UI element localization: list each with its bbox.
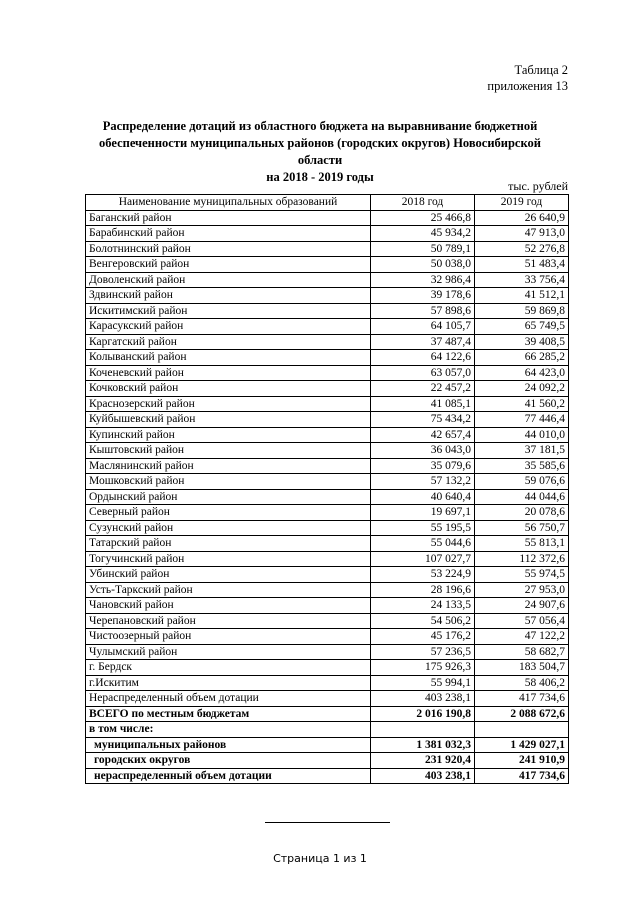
cell-name: Маслянинский район	[86, 458, 371, 474]
table-row	[86, 598, 569, 614]
cell-name: Чулымский район	[86, 644, 371, 660]
cell-2018: 231 920,4	[371, 753, 475, 769]
cell-name: Купинский район	[86, 427, 371, 443]
cell-2018: 55 994,1	[371, 675, 475, 691]
cell-2018: 50 038,0	[371, 257, 475, 273]
cell-name: Нераспределенный объем дотации	[86, 691, 371, 707]
table-row	[86, 567, 569, 583]
subsidy-table	[85, 194, 569, 784]
cell-2019: 66 285,2	[475, 350, 569, 366]
cell-name: Куйбышевский район	[86, 412, 371, 428]
cell-name: г. Бердск	[86, 660, 371, 676]
cell-2019: 41 560,2	[475, 396, 569, 412]
cell-2019: 59 076,6	[475, 474, 569, 490]
table-row	[86, 660, 569, 676]
table-row	[86, 381, 569, 397]
table-row	[86, 691, 569, 707]
cell-2019: 417 734,6	[475, 768, 569, 784]
cell-2018: 37 487,4	[371, 334, 475, 350]
cell-name: Северный район	[86, 505, 371, 521]
cell-2019: 26 640,9	[475, 210, 569, 226]
cell-2018: 45 176,2	[371, 629, 475, 645]
table-row	[86, 272, 569, 288]
cell-name: в том числе:	[86, 722, 371, 738]
cell-name: Каргатский район	[86, 334, 371, 350]
cell-2019: 44 044,6	[475, 489, 569, 505]
table-row	[86, 365, 569, 381]
cell-2018: 54 506,2	[371, 613, 475, 629]
table-row	[86, 520, 569, 536]
cell-2018: 22 457,2	[371, 381, 475, 397]
breakdown-row	[86, 768, 569, 784]
cell-name: Искитимский район	[86, 303, 371, 319]
table-row	[86, 613, 569, 629]
cell-2019: 59 869,8	[475, 303, 569, 319]
appendix-table-number: Таблица 2	[514, 63, 568, 77]
cell-2019: 58 406,2	[475, 675, 569, 691]
cell-2019: 24 092,2	[475, 381, 569, 397]
cell-2018: 403 238,1	[371, 768, 475, 784]
header-2018: 2018 год	[371, 195, 475, 211]
cell-2019: 52 276,8	[475, 241, 569, 257]
cell-2019: 183 504,7	[475, 660, 569, 676]
cell-2019: 33 756,4	[475, 272, 569, 288]
cell-2019: 1 429 027,1	[475, 737, 569, 753]
cell-2019: 2 088 672,6	[475, 706, 569, 722]
cell-2018: 2 016 190,8	[371, 706, 475, 722]
cell-2019: 44 010,0	[475, 427, 569, 443]
cell-2018: 57 898,6	[371, 303, 475, 319]
table-row	[86, 644, 569, 660]
cell-name: муниципальных районов	[86, 737, 371, 753]
cell-2018: 63 057,0	[371, 365, 475, 381]
cell-2018: 50 789,1	[371, 241, 475, 257]
cell-2019: 56 750,7	[475, 520, 569, 536]
cell-name: Убинский район	[86, 567, 371, 583]
cell-2019: 24 907,6	[475, 598, 569, 614]
table-row	[86, 629, 569, 645]
cell-2018: 41 085,1	[371, 396, 475, 412]
cell-2018: 55 195,5	[371, 520, 475, 536]
cell-2019: 41 512,1	[475, 288, 569, 304]
cell-2018: 39 178,6	[371, 288, 475, 304]
cell-2019: 112 372,6	[475, 551, 569, 567]
header-name: Наименование муниципальных образований	[86, 195, 371, 211]
footer-divider	[265, 822, 390, 823]
table-row	[86, 334, 569, 350]
cell-2018: 107 027,7	[371, 551, 475, 567]
appendix-attachment-number: приложения 13	[487, 79, 568, 93]
table-row	[86, 303, 569, 319]
table-row	[86, 458, 569, 474]
cell-2018: 64 122,6	[371, 350, 475, 366]
cell-2019: 55 813,1	[475, 536, 569, 552]
cell-name: Здвинский район	[86, 288, 371, 304]
cell-2018: 42 657,4	[371, 427, 475, 443]
cell-2018: 1 381 032,3	[371, 737, 475, 753]
table-body	[86, 210, 569, 784]
cell-2019: 35 585,6	[475, 458, 569, 474]
cell-2018: 19 697,1	[371, 505, 475, 521]
document-title	[80, 118, 560, 186]
table-row	[86, 241, 569, 257]
cell-2019: 77 446,4	[475, 412, 569, 428]
cell-name: Мошковский район	[86, 474, 371, 490]
cell-name: Барабинский район	[86, 226, 371, 242]
cell-2019: 65 749,5	[475, 319, 569, 335]
appendix-reference	[487, 62, 568, 94]
page-number: Страница 1 из 1	[273, 852, 367, 865]
cell-name: Черепановский район	[86, 613, 371, 629]
cell-name: Сузунский район	[86, 520, 371, 536]
cell-2019: 241 910,9	[475, 753, 569, 769]
table-row	[86, 505, 569, 521]
cell-2018: 57 236,5	[371, 644, 475, 660]
cell-name: Ордынский район	[86, 489, 371, 505]
cell-name: Баганский район	[86, 210, 371, 226]
cell-2019: 417 734,6	[475, 691, 569, 707]
breakdown-row	[86, 737, 569, 753]
cell-2018: 175 926,3	[371, 660, 475, 676]
cell-2019: 39 408,5	[475, 334, 569, 350]
cell-name: Чановский район	[86, 598, 371, 614]
table-row	[86, 319, 569, 335]
cell-name: Карасукский район	[86, 319, 371, 335]
cell-name: г.Искитим	[86, 675, 371, 691]
cell-name: Коченевский район	[86, 365, 371, 381]
cell-name: Татарский район	[86, 536, 371, 552]
cell-name: Колыванский район	[86, 350, 371, 366]
cell-name: Венгеровский район	[86, 257, 371, 273]
cell-2018: 64 105,7	[371, 319, 475, 335]
cell-2018: 32 986,4	[371, 272, 475, 288]
cell-name: ВСЕГО по местным бюджетам	[86, 706, 371, 722]
cell-2018: 25 466,8	[371, 210, 475, 226]
cell-name: Тогучинский район	[86, 551, 371, 567]
cell-2019	[475, 722, 569, 738]
cell-name: Чистоозерный район	[86, 629, 371, 645]
cell-2018: 24 133,5	[371, 598, 475, 614]
cell-2019: 64 423,0	[475, 365, 569, 381]
cell-2018: 55 044,6	[371, 536, 475, 552]
cell-2018: 35 079,6	[371, 458, 475, 474]
cell-name: Кыштовский район	[86, 443, 371, 459]
cell-2018: 36 043,0	[371, 443, 475, 459]
table-row	[86, 443, 569, 459]
cell-2019: 51 483,4	[475, 257, 569, 273]
cell-2019: 57 056,4	[475, 613, 569, 629]
table-row	[86, 427, 569, 443]
table-row	[86, 226, 569, 242]
table-row	[86, 412, 569, 428]
table-row	[86, 675, 569, 691]
table-row	[86, 489, 569, 505]
table-row	[86, 551, 569, 567]
cell-name: Доволенский район	[86, 272, 371, 288]
cell-2018	[371, 722, 475, 738]
table-row	[86, 210, 569, 226]
cell-name: Кочковский район	[86, 381, 371, 397]
cell-2018: 403 238,1	[371, 691, 475, 707]
cell-2019: 58 682,7	[475, 644, 569, 660]
cell-2018: 28 196,6	[371, 582, 475, 598]
title-line-3: на 2018 - 2019 годы	[266, 170, 374, 184]
breakdown-label-row	[86, 722, 569, 738]
header-2019: 2019 год	[475, 195, 569, 211]
table-row	[86, 536, 569, 552]
units-label: тыс. рублей	[508, 179, 568, 193]
cell-2018: 53 224,9	[371, 567, 475, 583]
cell-name: Усть-Таркский район	[86, 582, 371, 598]
cell-2018: 57 132,2	[371, 474, 475, 490]
cell-2018: 45 934,2	[371, 226, 475, 242]
title-line-2: обеспеченности муниципальных районов (городских округов) Новосибирской области	[99, 136, 541, 167]
cell-2019: 37 181,5	[475, 443, 569, 459]
cell-name: Болотнинский район	[86, 241, 371, 257]
title-line-1: Распределение дотаций из областного бюджета на выравнивание бюджетной	[102, 119, 538, 133]
total-row	[86, 706, 569, 722]
table-row	[86, 350, 569, 366]
cell-2019: 47 913,0	[475, 226, 569, 242]
cell-2019: 27 953,0	[475, 582, 569, 598]
cell-2019: 55 974,5	[475, 567, 569, 583]
cell-2018: 75 434,2	[371, 412, 475, 428]
breakdown-row	[86, 753, 569, 769]
cell-2019: 20 078,6	[475, 505, 569, 521]
table-row	[86, 474, 569, 490]
table-row	[86, 288, 569, 304]
cell-2018: 40 640,4	[371, 489, 475, 505]
table-row	[86, 396, 569, 412]
table-header-row	[86, 195, 569, 211]
cell-name: Краснозерский район	[86, 396, 371, 412]
table-row	[86, 582, 569, 598]
cell-name: городских округов	[86, 753, 371, 769]
table-row	[86, 257, 569, 273]
cell-name: нераспределенный объем дотации	[86, 768, 371, 784]
cell-2019: 47 122,2	[475, 629, 569, 645]
